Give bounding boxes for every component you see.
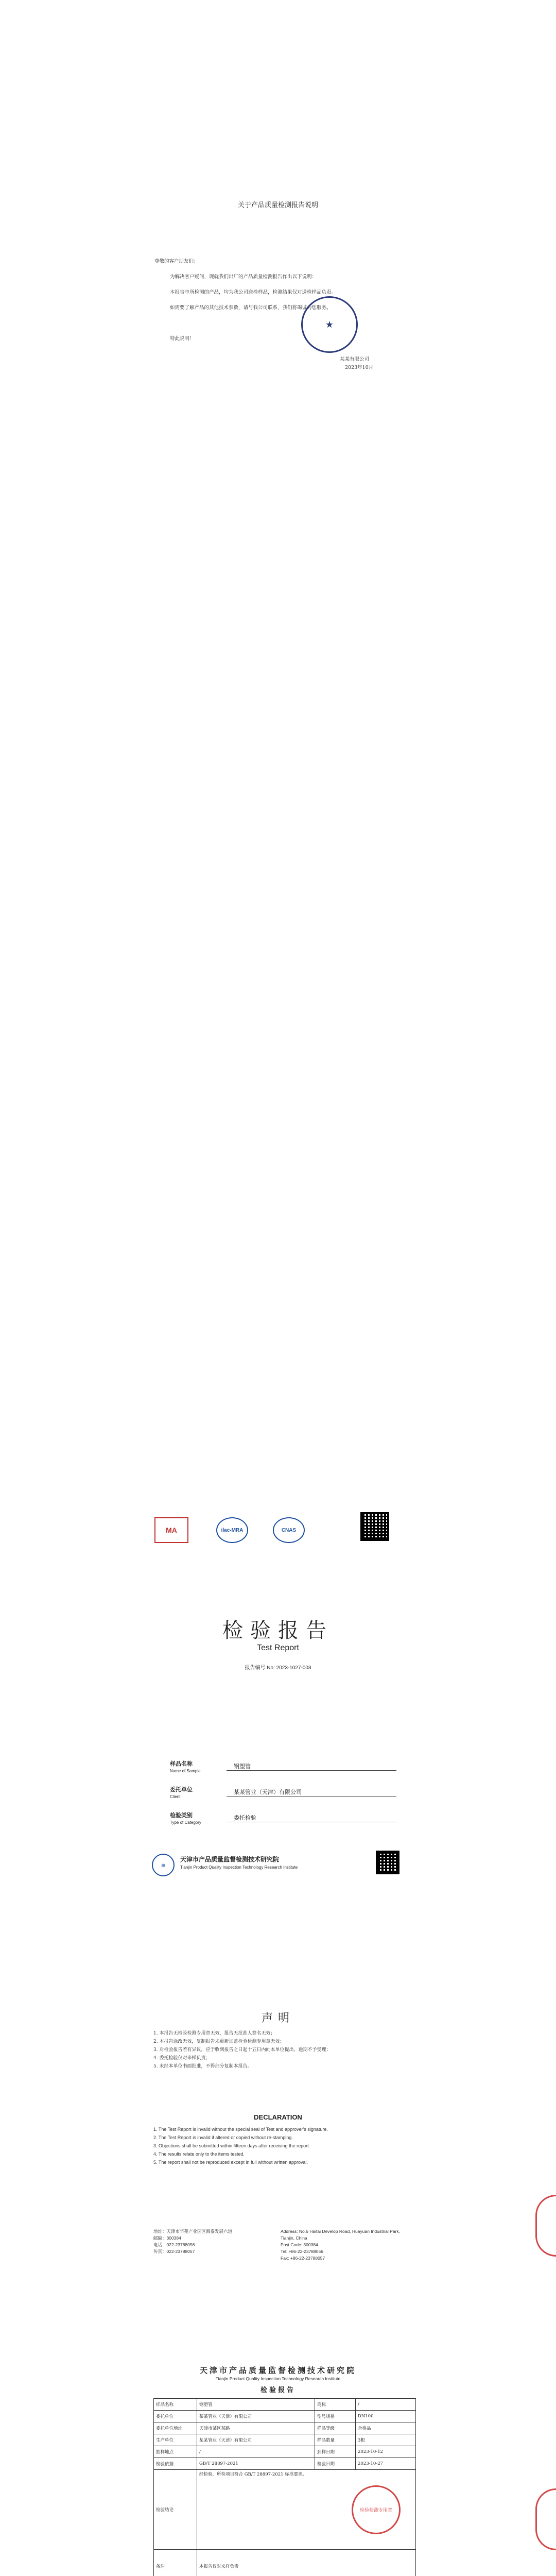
report-info-table — [153, 2398, 416, 2576]
letter-paragraph: 为解决客户疑问，现就我们出厂的产品质量检测报告作出以下说明： — [170, 274, 317, 280]
seal-star-icon: ★ — [325, 319, 334, 330]
table-row: 生产单位 某某管业（天津）有限公司 样品数量 3根 — [154, 2434, 416, 2446]
cnas-logo: CNAS — [273, 1517, 305, 1543]
contact-block-en: Address: No.6 Haitai Develop Road, Huayuan Industrial Park, Tianjin, China Post Code: 300384 Tel: +86-22-23788056 Fax: +86-22-23788057 — [281, 2229, 400, 2261]
ilac-logo: ilac-MRA — [216, 1517, 248, 1543]
declaration-en-title: DECLARATION — [254, 2113, 302, 2121]
table-row: 委托单位地址 天津市某区某路 样品等级 合格品 — [154, 2422, 416, 2434]
declaration-item: 4. 委托检验仅对来样负责； — [153, 2056, 211, 2061]
report-institute-title-en: Tianjin Product Quality Inspection Technology Research Institute — [215, 2376, 341, 2381]
letter-company: 某某有限公司 — [340, 357, 370, 362]
declaration-en-item: 5. The report shall not be reproduced except in full without written approval. — [153, 2160, 308, 2165]
declaration-item: 1. 本报告无检验检测专用章无效，报告无批准人签名无效； — [153, 2031, 275, 2036]
table-row: 备注 本报告仅对来样负责 — [154, 2550, 416, 2576]
report-subtitle: 检验报告 — [260, 2386, 296, 2394]
declaration-en-item: 2. The Test Report is invalid if altered or copied without re-stamping. — [153, 2135, 293, 2140]
table-row: 样品名称 钢塑管 商标 / — [154, 2399, 416, 2411]
report-title: 检验报告 — [222, 1619, 334, 1642]
side-seal — [535, 2195, 556, 2257]
declaration-item: 5. 未经本单位书面批准，不得部分复制本报告。 — [153, 2064, 252, 2069]
table-row: 检验结论 经检验，所检项目符合 GB/T 28897-2021 标准要求。 检验检测专用章 — [154, 2470, 416, 2550]
letter-paragraph: 如需要了解产品的其他技术参数，请与我公司联系，我们将竭诚为您服务。 — [170, 305, 332, 311]
field-label: 样品名称 Name of Sample — [170, 1760, 201, 1773]
institute-name: 天津市产品质量监督检测技术研究院 — [180, 1856, 280, 1863]
contact-block: 地址：天津市华苑产业园区海泰发展六道 邮编：300384 电话：022-23788056 传真：022-23788057 — [153, 2229, 233, 2254]
field-label: 检验类别 Type of Category — [170, 1812, 201, 1825]
table-row: 委托单位 某某管业（天津）有限公司 型号规格 DN100 — [154, 2411, 416, 2422]
field-label: 委托单位 Client — [170, 1786, 193, 1799]
letter-paragraph: 本报告中所检测的产品，均为我公司送检样品，检测结果仅对送检样品负责。 — [170, 290, 337, 295]
declaration-item: 3. 对检验报告若有异议，应于收到报告之日起十五日内向本单位提出，逾期不予受理； — [153, 2047, 331, 2053]
declaration-en-item: 3. Objections shall be submitted within fifteen days after receiving the report. — [153, 2143, 310, 2148]
report-number: 报告编号 No: 2023-1027-003 — [245, 1665, 311, 1671]
institute-logo-icon: ◎ — [152, 1854, 175, 1876]
table-row: 抽样地点 / 到样日期 2023-10-12 — [154, 2446, 416, 2458]
qr-code-icon — [376, 1851, 399, 1874]
report-institute-title: 天津市产品质量监督检测技术研究院 — [199, 2366, 356, 2375]
declaration-item: 2. 本报告涂改无效，复制报告未重新加盖检验检测专用章无效； — [153, 2039, 285, 2044]
side-seal — [535, 2488, 556, 2550]
declaration-en-item: 1. The Test Report is invalid without the special seal of Test and approver's signature. — [153, 2127, 328, 2132]
institute-name-en: Tianjin Product Quality Inspection Technology Research Institute — [180, 1865, 298, 1870]
letter-title: 关于产品质量检测报告说明 — [237, 201, 318, 209]
letter-date: 2023年10月 — [345, 365, 374, 370]
category-value: 委托检验 — [227, 1814, 396, 1822]
inspection-seal: 检验检测专用章 — [352, 2485, 401, 2534]
sample-name-value: 钢塑管 — [227, 1762, 396, 1771]
letter-closing: 特此说明！ — [170, 336, 195, 342]
client-value: 某某管业（天津）有限公司 — [227, 1788, 396, 1797]
declaration-en-item: 4. The results relate only to the items tested. — [153, 2151, 245, 2157]
declaration-title: 声明 — [261, 2012, 294, 2025]
company-seal — [301, 296, 358, 353]
table-row: 检验依据 GB/T 28897-2021 检验日期 2023-10-27 — [154, 2458, 416, 2470]
qr-code-icon — [360, 1512, 389, 1541]
cma-logo: MA — [154, 1517, 188, 1543]
report-subtitle: Test Report — [257, 1643, 299, 1652]
conclusion-text: 经检验，所检项目符合 GB/T 28897-2021 标准要求。 — [199, 2472, 307, 2477]
letter-salutation: 尊敬的客户朋友们： — [154, 259, 199, 264]
